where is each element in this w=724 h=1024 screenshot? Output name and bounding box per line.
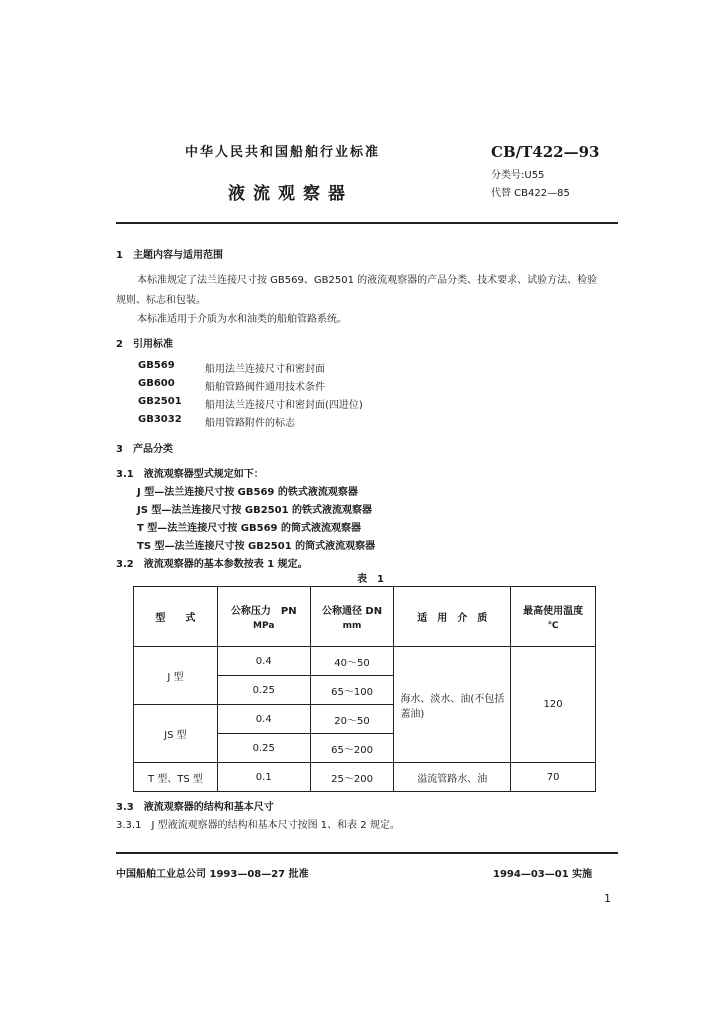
header-pressure-unit: MPa bbox=[253, 621, 275, 631]
table-row bbox=[134, 763, 596, 792]
section-1-para1-line1: 本标准规定了法兰连接尺寸按 GB569、GB2501 的液流观察器的产品分类、技术要求、试验方法、检验 bbox=[137, 275, 598, 286]
table-header-row bbox=[134, 587, 596, 647]
diameter-cell: 25～200 bbox=[310, 763, 394, 792]
header-type-label: 型 式 bbox=[155, 613, 196, 624]
approval-line: 中国船舶工业总公司 1993—08—27 批准 bbox=[116, 869, 309, 880]
section-1-heading: 1 主题内容与适用范围 bbox=[116, 250, 223, 261]
temp-cell-ts: 70 bbox=[511, 763, 596, 792]
medium-cell-main: 海水、淡水、油(不包括蓋油) bbox=[394, 647, 511, 763]
parameter-table bbox=[133, 586, 596, 792]
type-item: J 型—法兰连接尺寸按 GB569 的铁式液流观察器 bbox=[137, 487, 358, 498]
ref-code: GB600 bbox=[138, 378, 175, 389]
header-temp-unit: ℃ bbox=[547, 621, 559, 631]
standard-code: CB/T422—93 bbox=[491, 143, 600, 161]
ref-name: 船舶管路阀件通用技术条件 bbox=[205, 382, 325, 393]
section-2-heading: 2 引用标准 bbox=[116, 339, 173, 350]
classification-number: 分类号:U55 bbox=[491, 170, 545, 181]
section-3-1: 3.1 液流观察器型式规定如下： bbox=[116, 469, 264, 480]
temp-cell-main: 120 bbox=[511, 647, 596, 763]
organization-title: 中华人民共和国船舶行业标准 bbox=[185, 145, 381, 160]
header-temp bbox=[511, 587, 596, 647]
header-diameter-unit: mm bbox=[342, 621, 362, 631]
document-title: 液流观察器 bbox=[228, 184, 353, 204]
ref-name: 船用法兰连接尺寸和密封面 bbox=[205, 364, 325, 375]
pressure-cell: 0.1 bbox=[217, 763, 310, 792]
diameter-cell: 65～200 bbox=[310, 734, 394, 763]
pressure-cell: 0.25 bbox=[217, 734, 310, 763]
section-1-para2: 本标准适用于介质为水和油类的船舶管路系统。 bbox=[137, 314, 347, 325]
pressure-cell: 0.4 bbox=[217, 647, 310, 676]
header-diameter bbox=[310, 587, 394, 647]
header-pressure bbox=[217, 587, 310, 647]
header-temp-label: 最高使用温度 bbox=[523, 606, 584, 617]
ref-code: GB3032 bbox=[138, 414, 182, 425]
header-medium-label: 适 用 介 质 bbox=[417, 613, 488, 624]
medium-cell-ts: 溢流管路水、油 bbox=[394, 763, 511, 792]
header-pressure-label: 公称压力 PN bbox=[230, 606, 297, 617]
replaces-standard: 代替 CB422—85 bbox=[491, 188, 570, 199]
diameter-cell: 65～100 bbox=[310, 676, 394, 705]
type-item: JS 型—法兰连接尺寸按 GB2501 的铁式液流观察器 bbox=[137, 505, 373, 516]
type-item: T 型—法兰连接尺寸按 GB569 的筒式液流观察器 bbox=[137, 523, 361, 534]
type-item: TS 型—法兰连接尺寸按 GB2501 的筒式液流观察器 bbox=[137, 541, 376, 552]
ref-code: GB2501 bbox=[138, 396, 182, 407]
footer-divider bbox=[116, 852, 618, 854]
diameter-cell: 40～50 bbox=[310, 647, 394, 676]
pressure-cell: 0.25 bbox=[217, 676, 310, 705]
section-3-2: 3.2 液流观察器的基本参数按表 1 规定。 bbox=[116, 559, 308, 570]
pressure-cell: 0.4 bbox=[217, 705, 310, 734]
header-type bbox=[134, 587, 218, 647]
section-1-para1-line2: 规则、标志和包装。 bbox=[116, 295, 206, 306]
page-number: 1 bbox=[604, 892, 611, 905]
type-cell-js: JS 型 bbox=[134, 705, 218, 763]
ref-name: 船用管路附件的标志 bbox=[205, 418, 295, 429]
table-row bbox=[134, 647, 596, 676]
header-medium bbox=[394, 587, 511, 647]
header-diameter-label: 公称通径 DN bbox=[321, 606, 383, 617]
section-3-heading: 3 产品分类 bbox=[116, 444, 173, 455]
table-caption: 表 1 bbox=[357, 574, 384, 585]
section-3-3: 3.3 液流观察器的结构和基本尺寸 bbox=[116, 802, 274, 813]
section-3-3-1: 3.3.1 J 型液流观察器的结构和基本尺寸按图 1、和表 2 规定。 bbox=[116, 820, 400, 831]
type-cell-ts: T 型、TS 型 bbox=[134, 763, 218, 792]
ref-code: GB569 bbox=[138, 360, 175, 371]
ref-name: 船用法兰连接尺寸和密封面(四进位) bbox=[205, 400, 363, 411]
implementation-date: 1994—03—01 实施 bbox=[493, 869, 593, 880]
diameter-cell: 20～50 bbox=[310, 705, 394, 734]
type-cell-j: J 型 bbox=[134, 647, 218, 705]
header-divider bbox=[116, 222, 618, 224]
